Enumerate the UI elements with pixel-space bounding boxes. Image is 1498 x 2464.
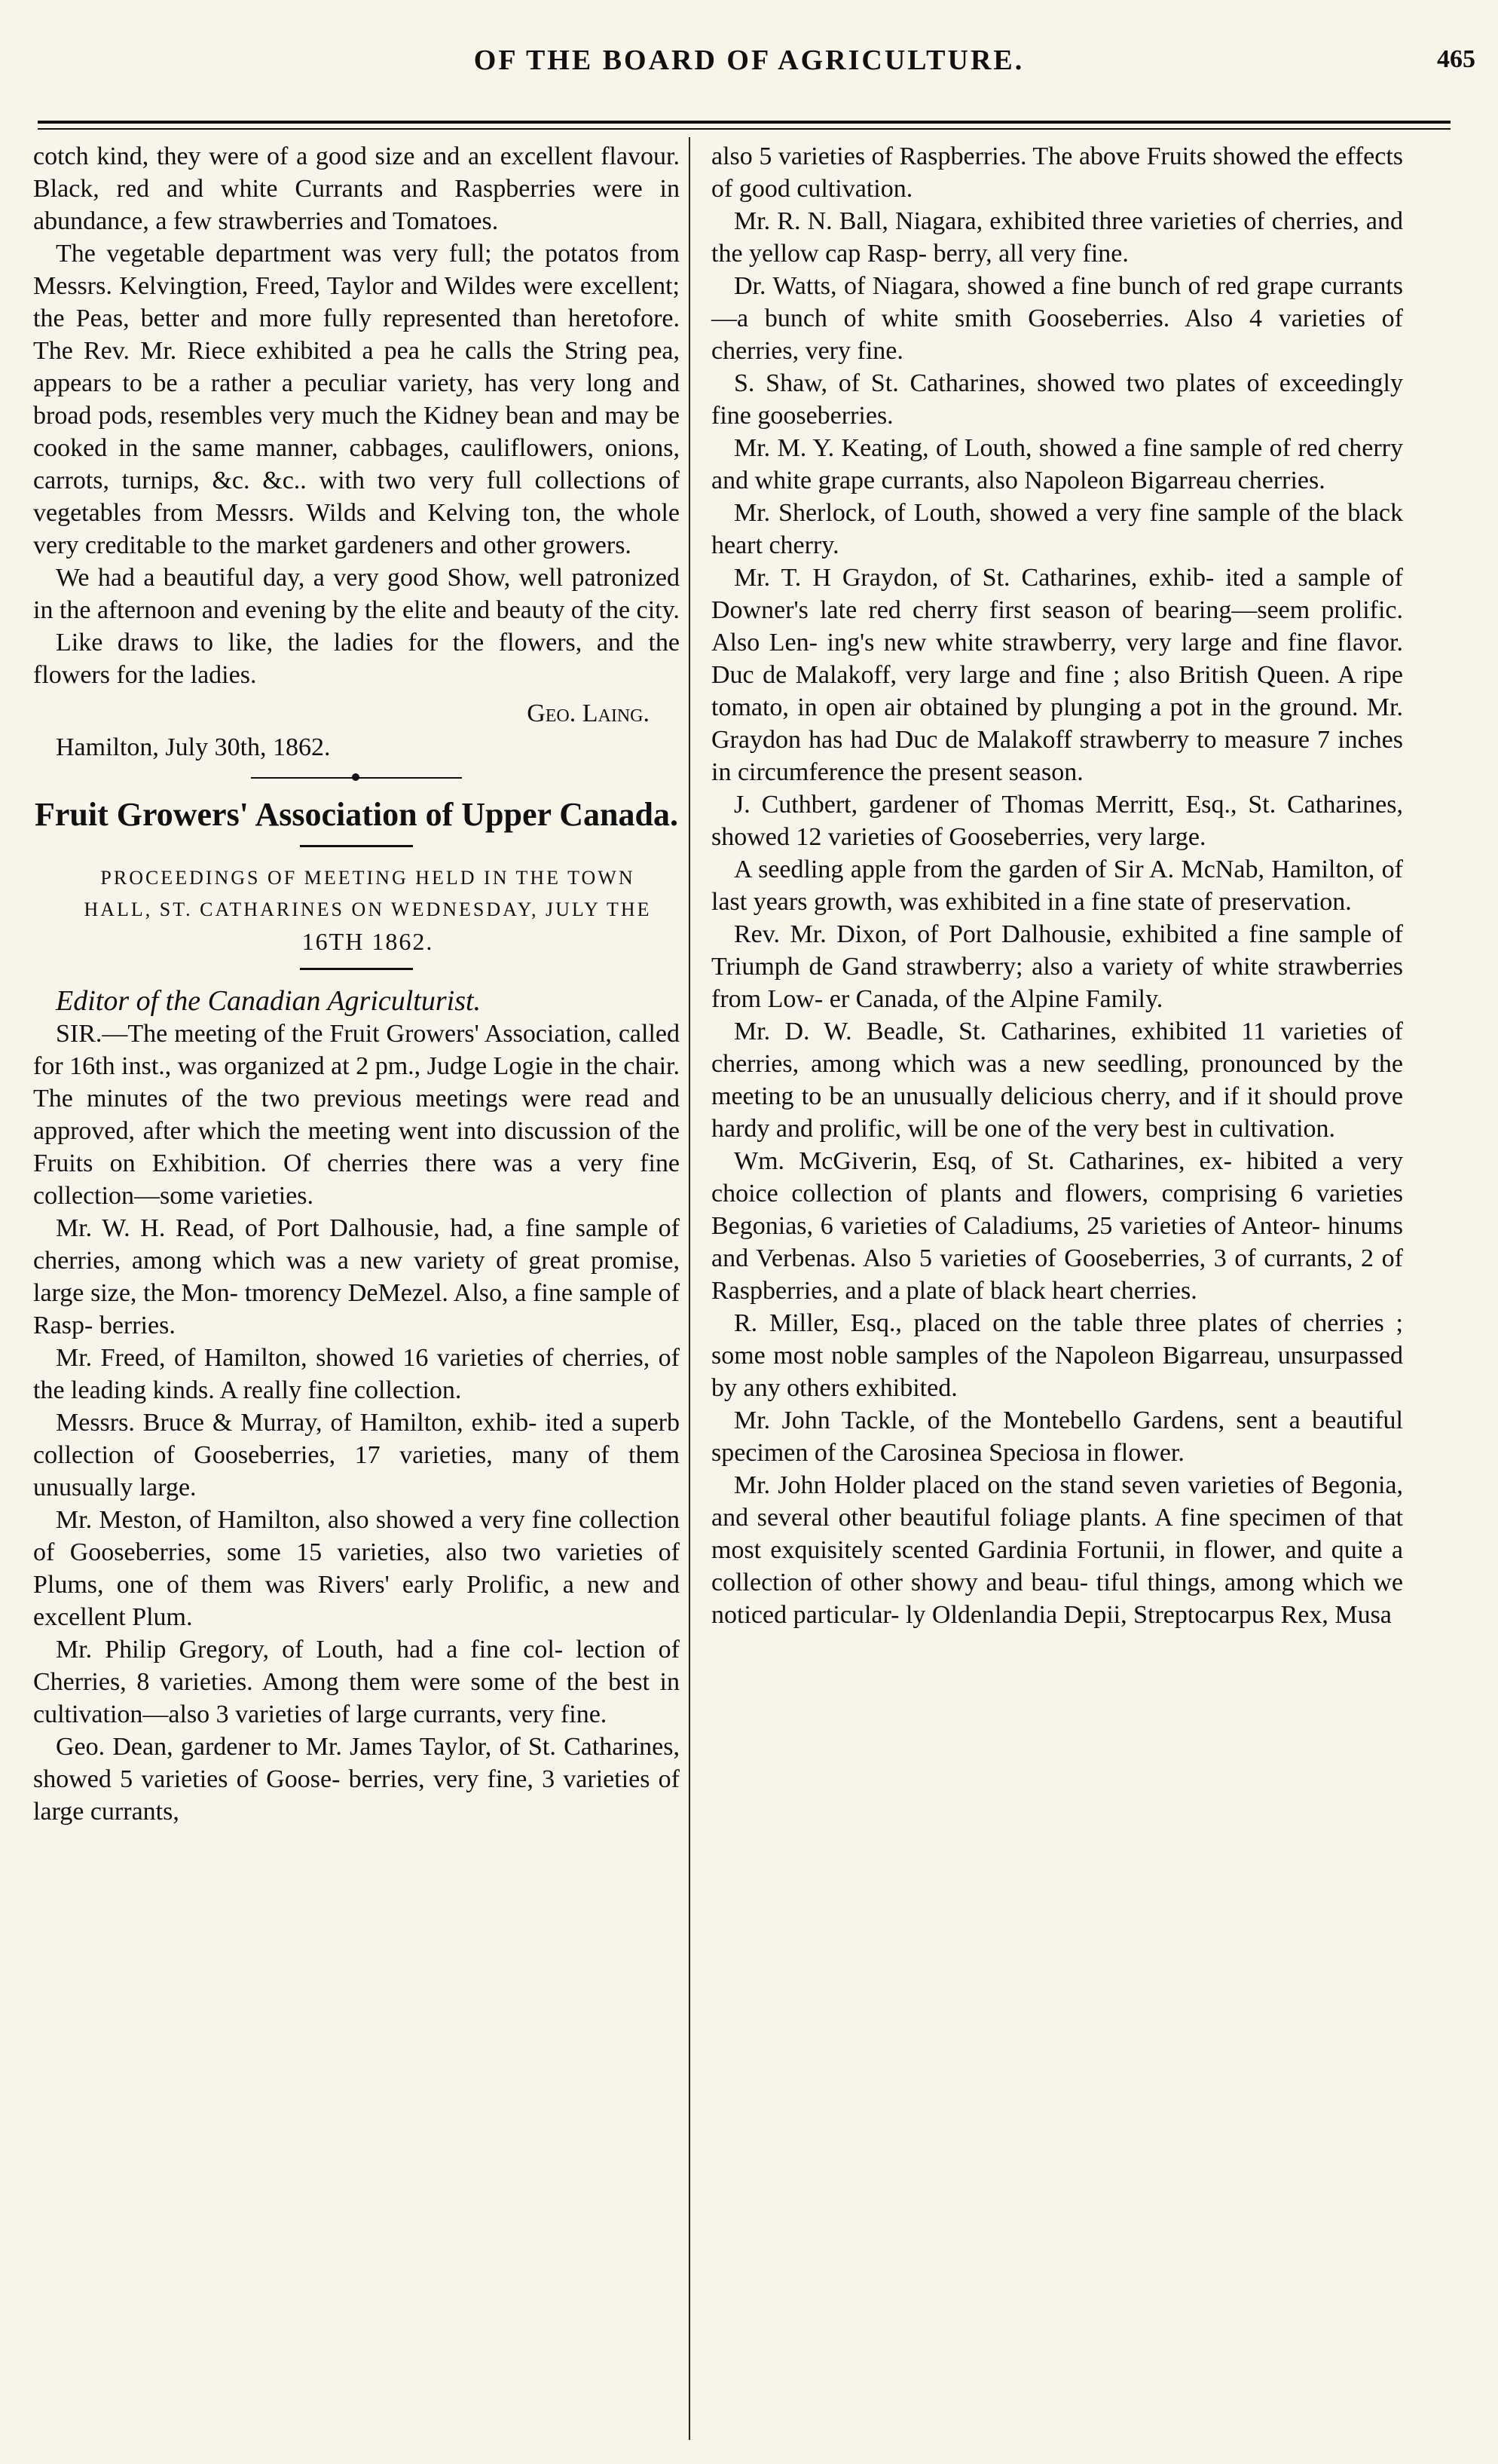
right-column xyxy=(711,140,1403,1631)
article-paragraph: Mr. John Holder placed on the stand seven varieties of Begonia, and several other beautiful foliage plants. A fine specimen of that most exquisitely scented Gardinia Fortunii, in flower, and quite a collection of other showy and beau- tiful things, among which we noticed particular- ly Oldenlandia Depii, Streptocarpus Rex, Musa xyxy=(711,1471,1403,1629)
article-paragraph: J. Cuthbert, gardener of Thomas Merritt, Esq., St. Catharines, showed 12 varieties of Gooseberries, very large. xyxy=(711,791,1403,851)
proceedings-heading-line: HALL, ST. CATHARINES ON WEDNESDAY, JULY THE xyxy=(84,898,652,920)
column-divider xyxy=(689,137,690,2440)
article-paragraph: Mr. Sherlock, of Louth, showed a very fine sample of the black heart cherry. xyxy=(711,499,1403,559)
header-rule-thin xyxy=(38,128,1451,130)
article-paragraph: Mr. Philip Gregory, of Louth, had a fine col- lection of Cherries, 8 varieties. Among them were some of the best in cultivation—also 3 varieties of large currants, very fine. xyxy=(33,1636,680,1728)
page-number: 465 xyxy=(1437,45,1475,73)
page-title: OF THE BOARD OF AGRICULTURE. xyxy=(473,44,1025,76)
section-heading: Fruit Growers' Association of Upper Canada. xyxy=(35,796,678,833)
article-paragraph: S. Shaw, of St. Catharines, showed two plates of exceedingly fine gooseberries. xyxy=(711,369,1403,430)
article-paragraph: Messrs. Bruce & Murray, of Hamilton, exhib- ited a superb collection of Gooseberries, 17 varieties, many of them unusually large. xyxy=(33,1409,680,1501)
article-paragraph: Mr. Freed, of Hamilton, showed 16 varieties of cherries, of the leading kinds. A really fine collection. xyxy=(33,1344,680,1404)
article-paragraph: The vegetable department was very full; the potatos from Messrs. Kelvingtion, Freed, Taylor and Wildes were excellent; the Peas, better and more fully represented than heretofore. The Rev. Mr. Riece exhibited a pea he calls the String pea, appears to be a rather a peculiar variety, has very long and broad pods, resembles very much the Kidney bean and may be cooked in the same manner, cabbages, cauliflowers, onions, carrots, turnips, &c. &c.. with two very full collections of vegetables from Messrs. Wilds and Kelving ton, the whole very creditable to the market gardeners and other growers. xyxy=(33,240,680,559)
ornament-divider xyxy=(251,777,462,779)
article-paragraph: Mr. M. Y. Keating, of Louth, showed a fine sample of red cherry and white grape currants, also Napoleon Bigarreau cherries. xyxy=(711,434,1403,494)
proceedings-heading-line: 16TH 1862. xyxy=(301,928,434,955)
article-paragraph: cotch kind, they were of a good size and an excellent flavour. Black, red and white Currants and Raspberries were in abundance, a few strawberries and Tomatoes. xyxy=(33,142,680,235)
article-paragraph: Wm. McGiverin, Esq, of St. Catharines, ex- hibited a very choice collection of plants and flowers, comprising 6 varieties Begonias, 6 varieties of Caladiums, 25 varieties of Anteor- hinums and Verbenas. Also 5 varieties of Gooseberries, 3 of currants, 2 of Raspberries, and a plate of black heart cherries. xyxy=(711,1147,1403,1305)
dateline: Hamilton, July 30th, 1862. xyxy=(56,733,331,761)
article-paragraph: Mr. John Tackle, of the Montebello Gardens, sent a beautiful specimen of the Carosinea Speciosa in flower. xyxy=(711,1406,1403,1467)
article-paragraph: Dr. Watts, of Niagara, showed a fine bunch of red grape currants—a bunch of white smith Gooseberries. Also 4 varieties of cherries, very fine. xyxy=(711,272,1403,365)
article-paragraph: Mr. T. H Graydon, of St. Catharines, exhib- ited a sample of Downer's late red cherry first season of bearing—seem prolific. Also Len- ing's new white strawberry, very large and fine flavor. Duc de Malakoff, very large and fine ; also British Queen. A ripe tomato, in open air obtained by plunging a pot in the ground. Mr. Graydon has had Duc de Malakoff strawberry to measure 7 inches in circumference the present season. xyxy=(711,564,1403,786)
article-paragraph: Geo. Dean, gardener to Mr. James Taylor, of St. Catharines, showed 5 varieties of Goose- berries, very fine, 3 varieties of large currants, xyxy=(33,1733,680,1826)
editor-salutation: Editor of the Canadian Agriculturist. xyxy=(56,985,482,1017)
article-paragraph: R. Miller, Esq., placed on the table three plates of cherries ; some most noble samples of the Napoleon Bigarreau, unsurpassed by any others exhibited. xyxy=(711,1309,1403,1402)
article-paragraph: also 5 varieties of Raspberries. The above Fruits showed the effects of good cultivation. xyxy=(711,142,1403,203)
article-paragraph: Rev. Mr. Dixon, of Port Dalhousie, exhibited a fine sample of Triumph de Gand strawberry; also a variety of white strawberries from Low- er Canada, of the Alpine Family. xyxy=(711,920,1403,1013)
article-paragraph: Like draws to like, the ladies for the flowers, and the flowers for the ladies. xyxy=(33,629,680,689)
header-rule-thick xyxy=(38,121,1451,124)
left-column xyxy=(33,140,680,1828)
article-paragraph: We had a beautiful day, a very good Show, well patronized in the afternoon and evening by the elite and beauty of the city. xyxy=(33,564,680,624)
article-paragraph: Mr. D. W. Beadle, St. Catharines, exhibited 11 varieties of cherries, among which was a new seedling, pronounced by the meeting to be an unusually delicious cherry, and if it should prove hardy and prolific, will be one of the very best in cultivation. xyxy=(711,1018,1403,1143)
article-paragraph: Mr. R. N. Ball, Niagara, exhibited three varieties of cherries, and the yellow cap Rasp- berry, all very fine. xyxy=(711,207,1403,268)
proceedings-heading-line: PROCEEDINGS OF MEETING HELD IN THE TOWN xyxy=(100,867,635,889)
author-signature: Geo. Laing. xyxy=(527,699,650,727)
short-divider xyxy=(300,968,413,970)
article-paragraph: Mr. Meston, of Hamilton, also showed a very fine collection of Gooseberries, some 15 varieties, also two varieties of Plums, one of them was Rivers' early Prolific, a new and excellent Plum. xyxy=(33,1506,680,1631)
article-paragraph: A seedling apple from the garden of Sir A. McNab, Hamilton, of last years growth, was exhibited in a fine state of preservation. xyxy=(711,856,1403,916)
short-divider xyxy=(300,845,413,847)
running-head xyxy=(0,44,1498,89)
article-paragraph: Mr. W. H. Read, of Port Dalhousie, had, a fine sample of cherries, among which was a new variety of great promise, large size, the Mon- tmorency DeMezel. Also, a fine sample of Rasp- berries. xyxy=(33,1214,680,1339)
article-paragraph: SIR.—The meeting of the Fruit Growers' Association, called for 16th inst., was organized at 2 pm., Judge Logie in the chair. The minutes of the two previous meetings were read and approved, after which the meeting went into discussion of the Fruits on Exhibition. Of cherries there was a very fine collection—some varieties. xyxy=(33,1020,680,1210)
